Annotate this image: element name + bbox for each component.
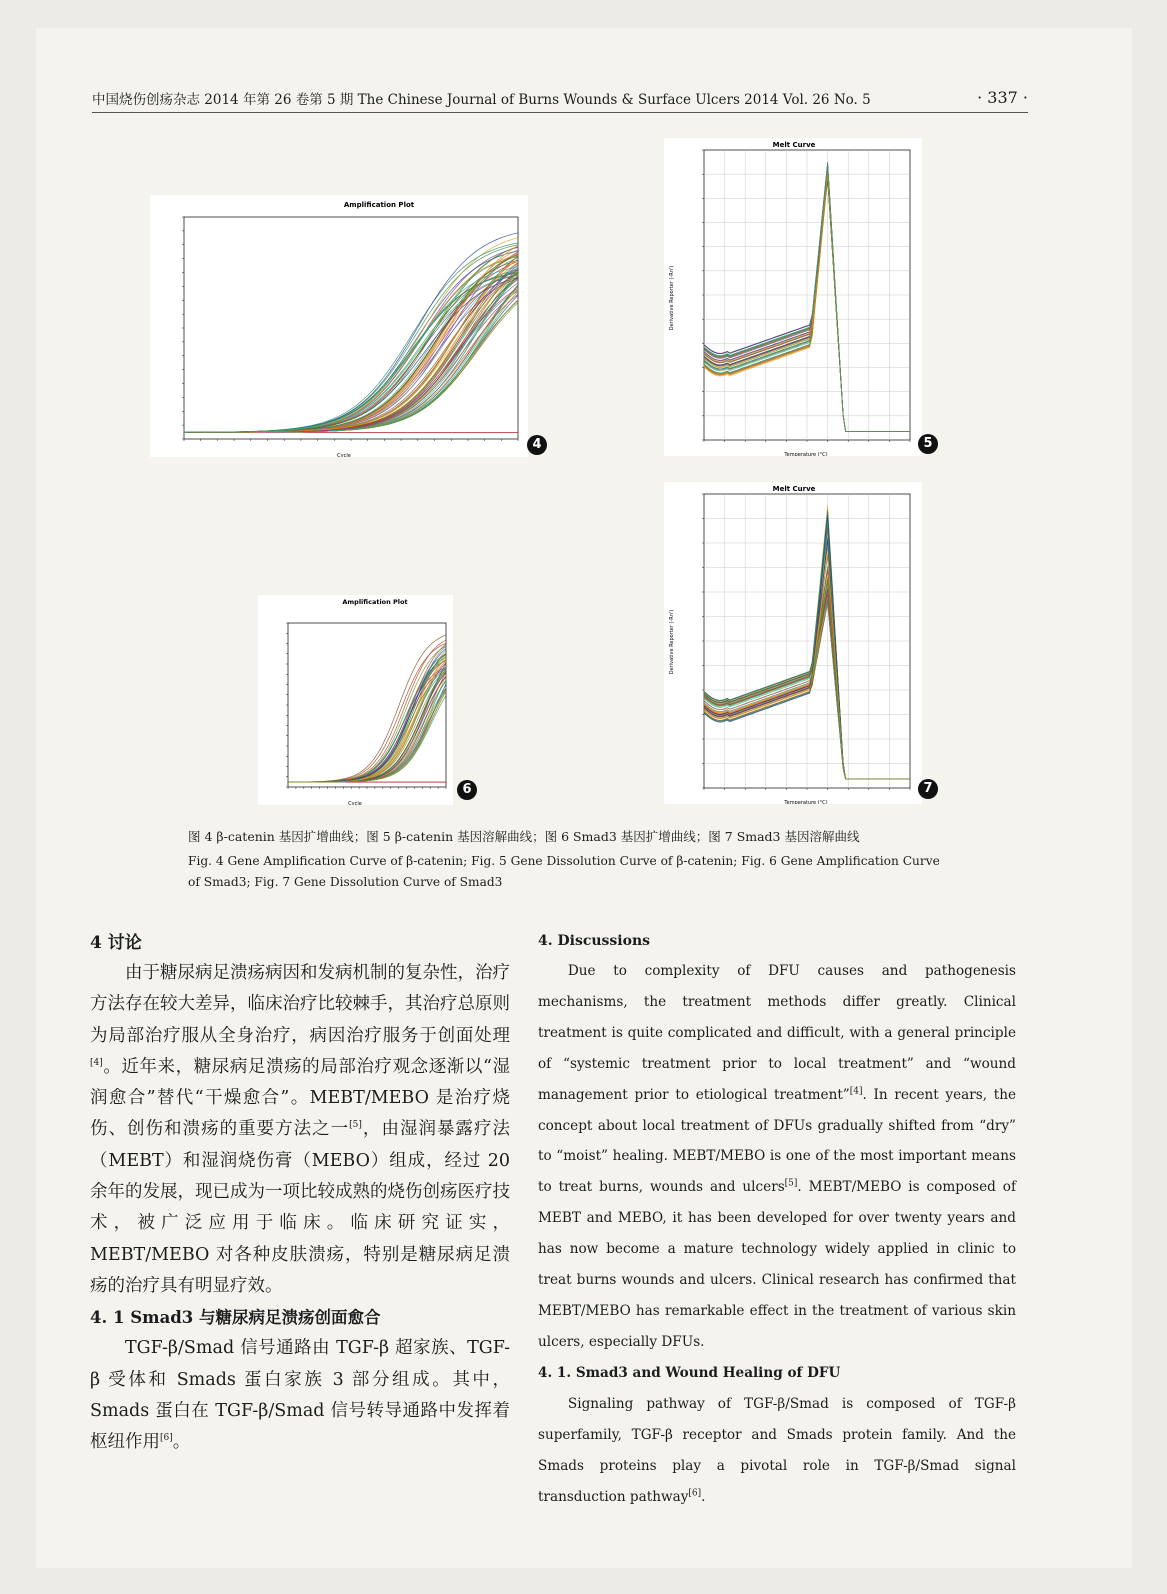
- citation-ref[interactable]: [5]: [784, 1178, 798, 1189]
- figure-5-title: Melt Curve: [772, 141, 816, 149]
- journal-citation: 中国烧伤创疡杂志 2014 年第 26 卷第 5 期 The Chinese Journal of Burns Wounds & Surface Ulcers 2014 Vol. 26 No. 5: [92, 92, 871, 108]
- figure-5-svg: [664, 138, 922, 456]
- figure-6-title: Amplification Plot: [342, 598, 408, 606]
- subsection-heading-zh: 4. 1 Smad3 与糖尿病足溃疡创面愈合: [90, 1308, 381, 1328]
- citation-ref[interactable]: [6]: [160, 1433, 173, 1444]
- text-run: Due to complexity of DFU causes and pathogenesis mechanisms, the treatment methods differ greatly. Clinical treatment is quite complicated and difficult, with a general principle of “systemic treatment prior to local treatment” and “wound management prior to etiological treatment”: [538, 963, 1016, 1103]
- figure-7-melt-curve: [664, 482, 922, 804]
- citation-ref[interactable]: [5]: [349, 1120, 362, 1131]
- figure-7-ylabel: Derivative Reporter (-Rn'): [669, 609, 675, 675]
- figure-6-xlabel: Cycle: [348, 801, 362, 805]
- figure-5-melt-curve: [664, 138, 922, 456]
- paragraph-zh-2: [90, 1333, 510, 1458]
- section-heading-zh: 4 讨论: [90, 933, 142, 953]
- paragraph-en-2: [538, 1389, 1016, 1513]
- text-run: 。: [172, 1432, 191, 1453]
- subsection-heading-en: 4. 1. Smad3 and Wound Healing of DFU: [538, 1364, 841, 1381]
- figure-6-svg: [258, 595, 453, 805]
- figure-4-amplification-plot: [150, 195, 528, 457]
- text-run: 由于糖尿病足溃疡病因和发病机制的复杂性，治疗方法存在较大差异，临床治疗比较棘手，其治疗总原则为局部治疗服从全身治疗，病因治疗服务于创面处理: [90, 963, 510, 1046]
- text-run: .: [701, 1488, 706, 1505]
- figure-caption: [188, 826, 948, 893]
- figure-caption-en: Fig. 4 Gene Amplification Curve of β-catenin; Fig. 5 Gene Dissolution Curve of β-catenin; Fig. 6 Gene Amplification Curve of Smad3; Fig. 7 Gene Dissolution Curve of Smad3: [188, 854, 940, 889]
- citation-ref[interactable]: [4]: [849, 1086, 863, 1097]
- figure-4-marker: 4: [527, 435, 547, 455]
- text-run: ，由湿润暴露疗法（MEBT）和湿润烧伤膏（MEBO）组成，经过 20 余年的发展，现已成为一项比较成熟的烧伤创疡医疗技术，被广泛应用于临床。临床研究证实，MEBT/MEBO 对各种皮肤溃疡，特别是糖尿病足溃疡的治疗具有明显疗效。: [90, 1119, 511, 1296]
- figure-5-marker: 5: [918, 434, 938, 454]
- figure-7-title: Melt Curve: [772, 485, 816, 493]
- figure-caption-zh: 图 4 β-catenin 基因扩增曲线；图 5 β-catenin 基因溶解曲线；图 6 Smad3 基因扩增曲线；图 7 Smad3 基因溶解曲线: [188, 829, 860, 844]
- paragraph-zh-1: [90, 958, 510, 1302]
- page-number: · 337 ·: [977, 88, 1028, 107]
- figure-7-svg: [664, 482, 922, 804]
- figure-5-xlabel: Temperature (°C): [784, 452, 828, 456]
- citation-ref[interactable]: [4]: [90, 1058, 103, 1069]
- figure-4-title: Amplification Plot: [343, 201, 415, 209]
- figure-4-svg: [150, 195, 528, 457]
- chinese-text-column: [90, 930, 510, 1458]
- figure-6-marker: 6: [457, 780, 477, 800]
- running-header: [92, 88, 1028, 113]
- figure-7-xlabel: Temperature (°C): [784, 800, 828, 804]
- section-heading-en: 4. Discussions: [538, 933, 651, 949]
- citation-ref[interactable]: [6]: [688, 1487, 702, 1498]
- text-run: Signaling pathway of TGF-β/Smad is composed of TGF-β superfamily, TGF-β receptor and Smads protein family. And the Smads proteins play a pivotal role in TGF-β/Smad signal transduction pathway: [538, 1395, 1016, 1505]
- plot-frame: [288, 623, 446, 787]
- english-text-column: [538, 930, 1016, 1512]
- figure-6-amplification-plot: [258, 595, 453, 805]
- figure-5-ylabel: Derivative Reporter (-Rn'): [669, 265, 675, 331]
- text-run: . MEBT/MEBO is composed of MEBT and MEBO, it has been developed for over twenty years and has now become a mature technology widely applied in clinic to treat burns wounds and ulcers. Clinical research has confirmed that MEBT/MEBO has remarkable effect in the treatment of various skin ulcers, especially DFUs.: [538, 1179, 1016, 1350]
- figure-4-xlabel: Cycle: [337, 453, 351, 457]
- text-run: . In recent years, the concept about local treatment of DFUs gradually shifted from “dry” to “moist” healing. MEBT/MEBO is one of the most important means to treat burns, wounds and ulcers: [538, 1086, 1016, 1196]
- text-run: TGF-β/Smad 信号通路由 TGF-β 超家族、TGF-β 受体和 Smads 蛋白家族 3 部分组成。其中，Smads 蛋白在 TGF-β/Smad 信号转导通路中发挥着枢纽作用: [90, 1338, 510, 1453]
- figure-7-marker: 7: [918, 779, 938, 799]
- text-run: 。近年来，糖尿病足溃疡的局部治疗观念逐渐以“湿润愈合”替代“干燥愈合”。MEBT/MEBO 是治疗烧伤、创伤和溃疡的重要方法之一: [90, 1056, 510, 1140]
- paragraph-en-1: [538, 956, 1016, 1358]
